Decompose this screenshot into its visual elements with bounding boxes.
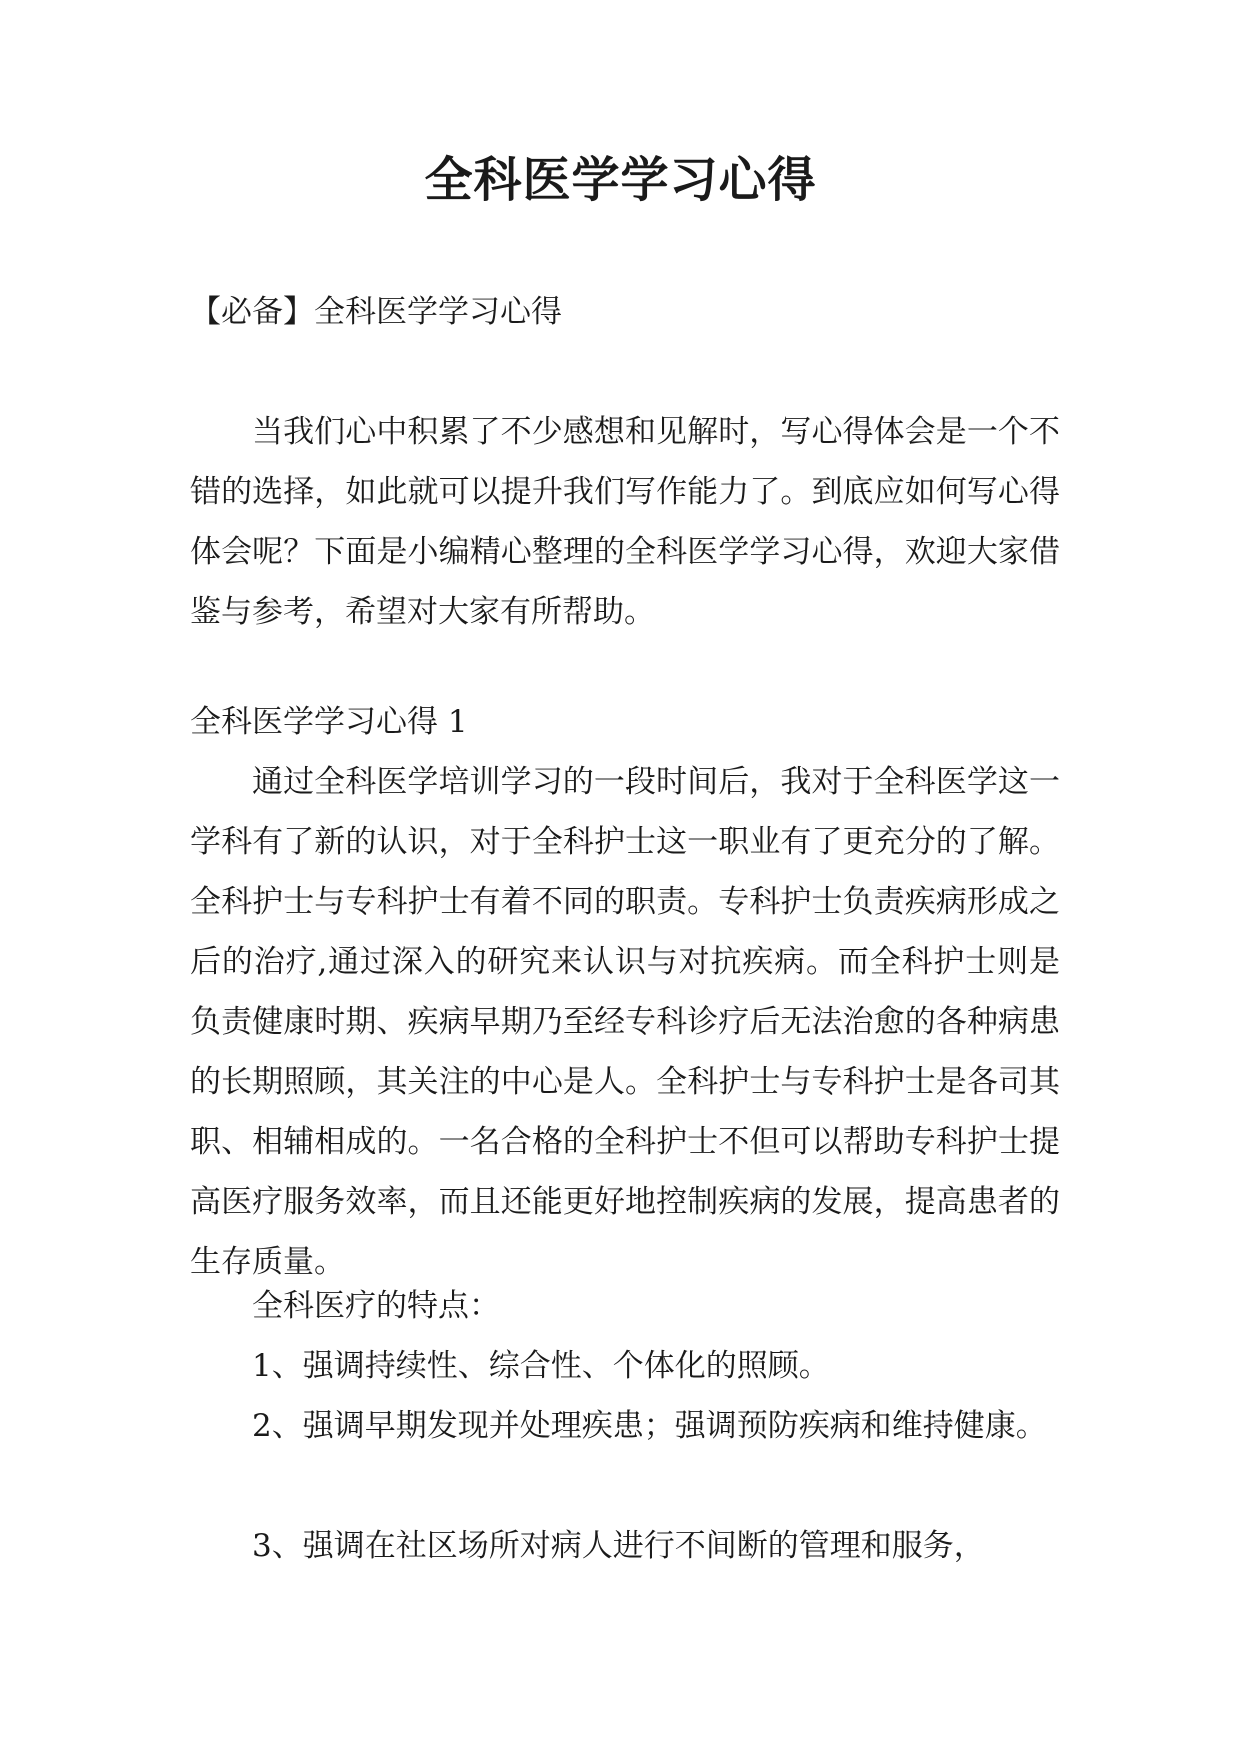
document-title: 全科医学学习心得 (424, 152, 817, 208)
feature-list-item: 2、强调早期发现并处理疾患；强调预防疾病和维持健康。 (252, 1408, 1047, 1444)
document-subtitle: 【必备】全科医学学习心得 (190, 294, 562, 330)
section-heading: 全科医学学习心得 1 (190, 704, 468, 740)
section-body-paragraph: 通过全科医学培训学习的一段时间后，我对于全科医学这一学科有了新的认识，对于全科护士这一职业有了更充分的了解。全科护士与专科护士有着不同的职责。专科护士负责疾病形成之后的治疗,通过深入的研究来认识与对抗疾病。而全科护士则是负责健康时期、疾病早期乃至经专科诊疗后无法治愈的各种病患的长期照顾，其关注的中心是人。全科护士与专科护士是各司其职、相辅相成的。一名合格的全科护士不但可以帮助专科护士提高医疗服务效率，而且还能更好地控制疾病的发展，提高患者的生存质量。 (190, 764, 1060, 1280)
feature-list-item: 1、强调持续性、综合性、个体化的照顾。 (252, 1348, 830, 1384)
feature-list-item: 3、强调在社区场所对病人进行不间断的管理和服务， (252, 1528, 985, 1564)
features-heading: 全科医疗的特点： (252, 1288, 500, 1324)
intro-paragraph: 当我们心中积累了不少感想和见解时，写心得体会是一个不错的选择，如此就可以提升我们写作能力了。到底应如何写心得体会呢？下面是小编精心整理的全科医学学习心得，欢迎大家借鉴与参考，希望对大家有所帮助。 (190, 414, 1060, 630)
